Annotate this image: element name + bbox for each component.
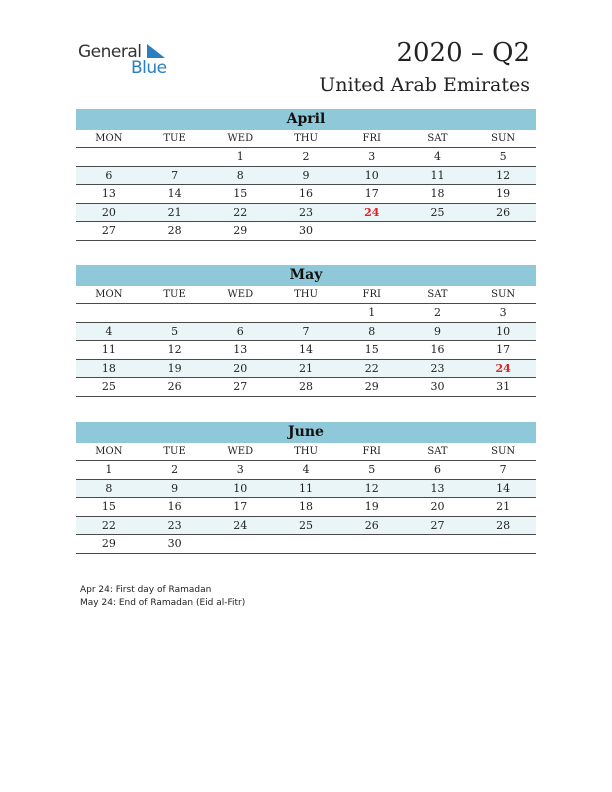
week-row: [76, 517, 536, 536]
day-cell: [405, 222, 471, 240]
weekday-row: [76, 443, 536, 461]
day-cell: 7: [171, 168, 179, 182]
day-cell: 8: [236, 168, 244, 182]
weekday-label: SUN: [491, 133, 516, 144]
weekday-label: FRI: [362, 289, 381, 300]
day-cell: 10: [364, 168, 379, 182]
weekday-label: MON: [95, 133, 123, 144]
day-cell: 1: [236, 150, 244, 163]
day-cell: 27: [430, 518, 445, 532]
day-cell: 22: [364, 361, 379, 375]
day-cell: 24: [233, 518, 248, 532]
weekday-label: THU: [294, 289, 318, 300]
weekday-label: TUE: [163, 133, 186, 144]
day-cell: 4: [105, 324, 113, 338]
weekday-label: THU: [294, 446, 318, 457]
day-cell: 25: [430, 205, 445, 219]
weekday-label: TUE: [163, 446, 186, 457]
week-row: [76, 167, 536, 186]
day-cell: 19: [364, 500, 379, 513]
day-cell: 16: [430, 343, 445, 356]
month-header: May: [76, 265, 536, 286]
day-cell: 12: [364, 481, 379, 495]
day-cell: [76, 304, 142, 322]
day-cell: 17: [364, 187, 379, 200]
day-cell: [339, 222, 405, 240]
weekday-label: WED: [227, 133, 254, 144]
day-cell: 2: [171, 463, 179, 476]
day-cell: 19: [167, 361, 182, 375]
day-cell: 14: [496, 481, 511, 495]
weekday-label: FRI: [362, 133, 381, 144]
holiday-note: May 24: End of Ramadan (Eid al-Fitr): [80, 598, 246, 608]
weekday-label: THU: [294, 133, 318, 144]
day-cell: 2: [433, 306, 441, 319]
day-cell: 16: [167, 500, 182, 513]
holiday-day-cell: 24: [495, 361, 511, 375]
day-cell: [470, 535, 536, 553]
day-cell: 18: [430, 187, 445, 200]
weekday-label: TUE: [163, 289, 186, 300]
day-cell: 15: [364, 343, 379, 356]
day-cell: 18: [101, 361, 116, 375]
logo-blue-text: Blue: [131, 58, 167, 78]
day-cell: 23: [167, 518, 182, 532]
day-cell: 16: [299, 187, 314, 200]
month-header: April: [76, 109, 536, 130]
week-row: [76, 323, 536, 342]
day-cell: 6: [105, 168, 113, 182]
day-cell: 13: [101, 187, 116, 200]
day-cell: 7: [499, 463, 507, 476]
weekday-label: SAT: [427, 289, 448, 300]
day-cell: 1: [105, 463, 113, 476]
week-row: [76, 461, 536, 480]
day-cell: 9: [171, 481, 179, 495]
day-cell: 18: [299, 500, 314, 513]
day-cell: 29: [101, 537, 116, 550]
day-cell: [273, 535, 339, 553]
week-row: [76, 378, 536, 397]
day-cell: 6: [236, 324, 244, 338]
month-june: [76, 422, 536, 554]
day-cell: 22: [101, 518, 116, 532]
day-cell: 5: [171, 324, 179, 338]
day-cell: 25: [101, 380, 116, 393]
day-cell: 29: [364, 380, 379, 393]
week-row: [76, 222, 536, 241]
weekday-label: MON: [95, 446, 123, 457]
day-cell: 5: [368, 463, 376, 476]
month-header: June: [76, 422, 536, 443]
day-cell: 27: [101, 224, 116, 237]
day-cell: 19: [496, 187, 511, 200]
month-april: [76, 109, 536, 241]
day-cell: 15: [101, 500, 116, 513]
day-cell: [142, 148, 208, 166]
day-cell: 10: [496, 324, 511, 338]
day-cell: 28: [299, 380, 314, 393]
day-cell: 1: [368, 306, 376, 319]
weekday-row: [76, 130, 536, 148]
logo-triangle-icon: [147, 44, 165, 58]
day-cell: [207, 535, 273, 553]
day-cell: 26: [364, 518, 379, 532]
page-subtitle: United Arab Emirates: [319, 74, 530, 96]
day-cell: 28: [496, 518, 511, 532]
logo: [78, 42, 188, 82]
day-cell: 29: [233, 224, 248, 237]
weekday-label: SAT: [427, 133, 448, 144]
holiday-notes: [80, 584, 245, 610]
week-row: [76, 148, 536, 167]
day-cell: 3: [236, 463, 244, 476]
page-title: 2020 – Q2: [396, 38, 530, 68]
day-cell: [142, 304, 208, 322]
day-cell: 28: [167, 224, 182, 237]
weekday-label: WED: [227, 289, 254, 300]
day-cell: 8: [368, 324, 376, 338]
day-cell: 10: [233, 481, 248, 495]
day-cell: 21: [299, 361, 314, 375]
day-cell: 3: [368, 150, 376, 163]
day-cell: 20: [101, 205, 116, 219]
day-cell: 31: [496, 380, 511, 393]
day-cell: [339, 535, 405, 553]
day-cell: 9: [433, 324, 441, 338]
day-cell: 15: [233, 187, 248, 200]
day-cell: 23: [430, 361, 445, 375]
weekday-row: [76, 286, 536, 304]
day-cell: 17: [233, 500, 248, 513]
day-cell: 11: [101, 343, 116, 356]
day-cell: 21: [167, 205, 182, 219]
day-cell: 7: [302, 324, 310, 338]
day-cell: 20: [430, 500, 445, 513]
day-cell: 9: [302, 168, 310, 182]
day-cell: 13: [233, 343, 248, 356]
day-cell: [470, 222, 536, 240]
day-cell: 3: [499, 306, 507, 319]
week-row: [76, 204, 536, 223]
weekday-label: SUN: [491, 446, 516, 457]
week-row: [76, 360, 536, 379]
day-cell: 2: [302, 150, 310, 163]
day-cell: 8: [105, 481, 113, 495]
weekday-label: WED: [227, 446, 254, 457]
day-cell: [273, 304, 339, 322]
day-cell: 17: [496, 343, 511, 356]
day-cell: 22: [233, 205, 248, 219]
weekday-label: SUN: [491, 289, 516, 300]
week-row: [76, 341, 536, 360]
day-cell: [405, 535, 471, 553]
week-row: [76, 185, 536, 204]
week-row: [76, 498, 536, 517]
week-row: [76, 304, 536, 323]
week-row: [76, 480, 536, 499]
day-cell: 26: [167, 380, 182, 393]
day-cell: 27: [233, 380, 248, 393]
day-cell: 30: [167, 537, 182, 550]
day-cell: 4: [433, 150, 441, 163]
logo-general-text: General: [78, 42, 142, 62]
day-cell: 4: [302, 463, 310, 476]
day-cell: 6: [433, 463, 441, 476]
holiday-day-cell: 24: [364, 205, 380, 219]
day-cell: 26: [496, 205, 511, 219]
day-cell: 23: [299, 205, 314, 219]
day-cell: 14: [167, 187, 182, 200]
weekday-label: FRI: [362, 446, 381, 457]
week-row: [76, 535, 536, 554]
day-cell: 21: [496, 500, 511, 513]
day-cell: 13: [430, 481, 445, 495]
day-cell: 30: [430, 380, 445, 393]
month-may: [76, 265, 536, 397]
weekday-label: MON: [95, 289, 123, 300]
day-cell: 12: [167, 343, 182, 356]
day-cell: 20: [233, 361, 248, 375]
day-cell: 12: [496, 168, 511, 182]
day-cell: 5: [499, 150, 507, 163]
day-cell: 30: [299, 224, 314, 237]
day-cell: 11: [299, 481, 314, 495]
day-cell: [76, 148, 142, 166]
day-cell: [207, 304, 273, 322]
day-cell: 11: [430, 168, 445, 182]
weekday-label: SAT: [427, 446, 448, 457]
day-cell: 25: [299, 518, 314, 532]
day-cell: 14: [299, 343, 314, 356]
holiday-note: Apr 24: First day of Ramadan: [80, 585, 212, 595]
